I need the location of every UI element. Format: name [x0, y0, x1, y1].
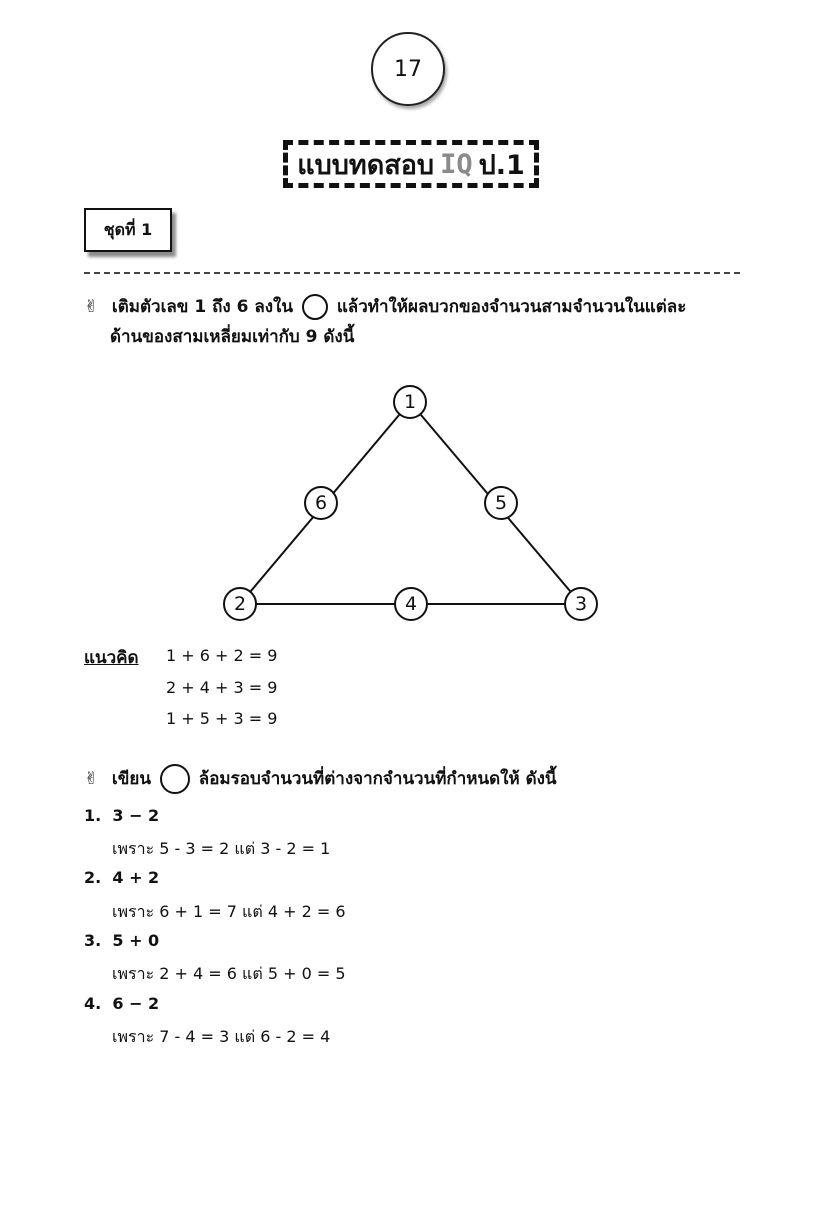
node-left-mid: 6 [304, 486, 338, 520]
item-expression: 6 − 2 [112, 994, 160, 1013]
node-right-mid: 5 [484, 486, 518, 520]
item-expression: 3 − 2 [112, 806, 160, 825]
list-item [84, 868, 159, 887]
item-reason: เพราะ 2 + 4 = 6 แต่ 5 + 0 = 5 [112, 964, 346, 983]
list-item [84, 931, 159, 950]
list-item [84, 994, 159, 1013]
equation: 1 + 5 + 3 = 9 [166, 709, 278, 728]
instruction-1-part1: เติมตัวเลข 1 ถึง 6 ลงใน [111, 297, 293, 317]
equation: 1 + 6 + 2 = 9 [166, 646, 278, 665]
hand-icon: ✌ [84, 769, 99, 789]
item-reason: เพราะ 5 - 3 = 2 แต่ 3 - 2 = 1 [112, 839, 331, 858]
item-reason: เพราะ 6 + 1 = 7 แต่ 4 + 2 = 6 [112, 902, 346, 921]
node-bottom-left: 2 [223, 587, 257, 621]
item-number: 2. [84, 868, 102, 887]
instruction-2-part2: ล้อมรอบจำนวนที่ต่างจากจำนวนที่กำหนดให้ ดังนี้ [198, 769, 557, 789]
item-expression: 4 + 2 [112, 868, 160, 887]
page-number: 17 [371, 32, 445, 106]
title-text: แบบทดสอบ [297, 149, 435, 181]
item-number: 4. [84, 994, 102, 1013]
item-reason: เพราะ 7 - 4 = 3 แต่ 6 - 2 = 4 [112, 1027, 331, 1046]
title-iq: IQ [440, 148, 473, 180]
instruction-1-line2: ด้านของสามเหลี่ยมเท่ากับ 9 ดังนี้ [110, 327, 355, 347]
equation: 2 + 4 + 3 = 9 [166, 678, 278, 697]
instruction-2 [84, 764, 557, 794]
instruction-1-part2: แล้วทำให้ผลบวกของจำนวนสามจำนวนในแต่ละ [336, 297, 687, 317]
list-item [84, 806, 159, 825]
hand-icon: ✌ [84, 297, 99, 317]
title-grade: ป.1 [478, 149, 525, 181]
item-expression: 5 + 0 [112, 931, 160, 950]
instruction-2-part1: เขียน [111, 769, 151, 789]
node-top: 1 [393, 385, 427, 419]
set-label: ชุดที่ 1 [84, 208, 172, 252]
circle-icon [160, 764, 190, 794]
method-label: แนวคิด [84, 648, 139, 668]
item-number: 1. [84, 806, 102, 825]
node-bottom-right: 3 [564, 587, 598, 621]
item-number: 3. [84, 931, 102, 950]
node-bottom-mid: 4 [394, 587, 428, 621]
